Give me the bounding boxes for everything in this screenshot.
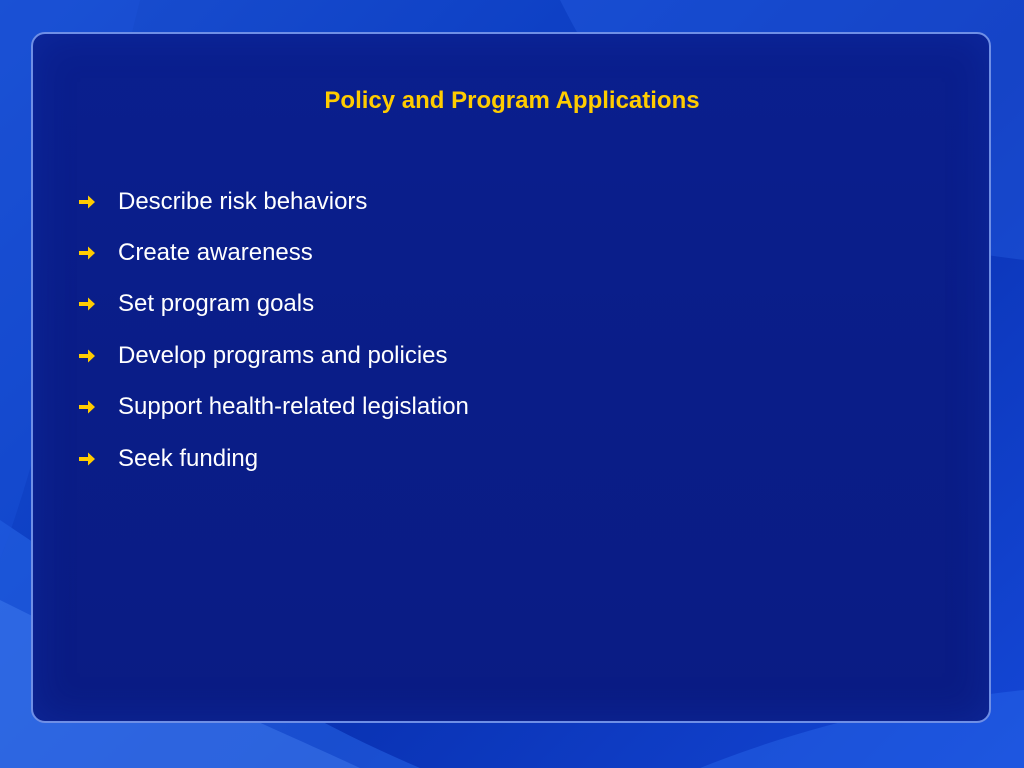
bullet-text: Create awareness	[118, 239, 313, 267]
bullet-text: Support health-related legislation	[118, 393, 469, 421]
bullet-text: Describe risk behaviors	[118, 187, 368, 215]
bullet-list	[78, 176, 469, 484]
slide-title: Policy and Program Applications	[324, 87, 700, 114]
list-item	[78, 330, 469, 381]
list-item	[78, 382, 469, 433]
bullet-text: Seek funding	[118, 444, 259, 472]
list-item	[78, 227, 469, 278]
right-arrow-icon	[78, 296, 118, 312]
right-arrow-icon	[78, 194, 118, 210]
bullet-text: Set program goals	[118, 290, 315, 318]
right-arrow-icon	[78, 348, 118, 364]
right-arrow-icon	[78, 451, 118, 467]
right-arrow-icon	[78, 245, 118, 261]
list-item	[78, 176, 469, 227]
bullet-text: Develop programs and policies	[118, 341, 448, 369]
list-item	[78, 433, 469, 484]
list-item	[78, 279, 469, 330]
right-arrow-icon	[78, 399, 118, 415]
